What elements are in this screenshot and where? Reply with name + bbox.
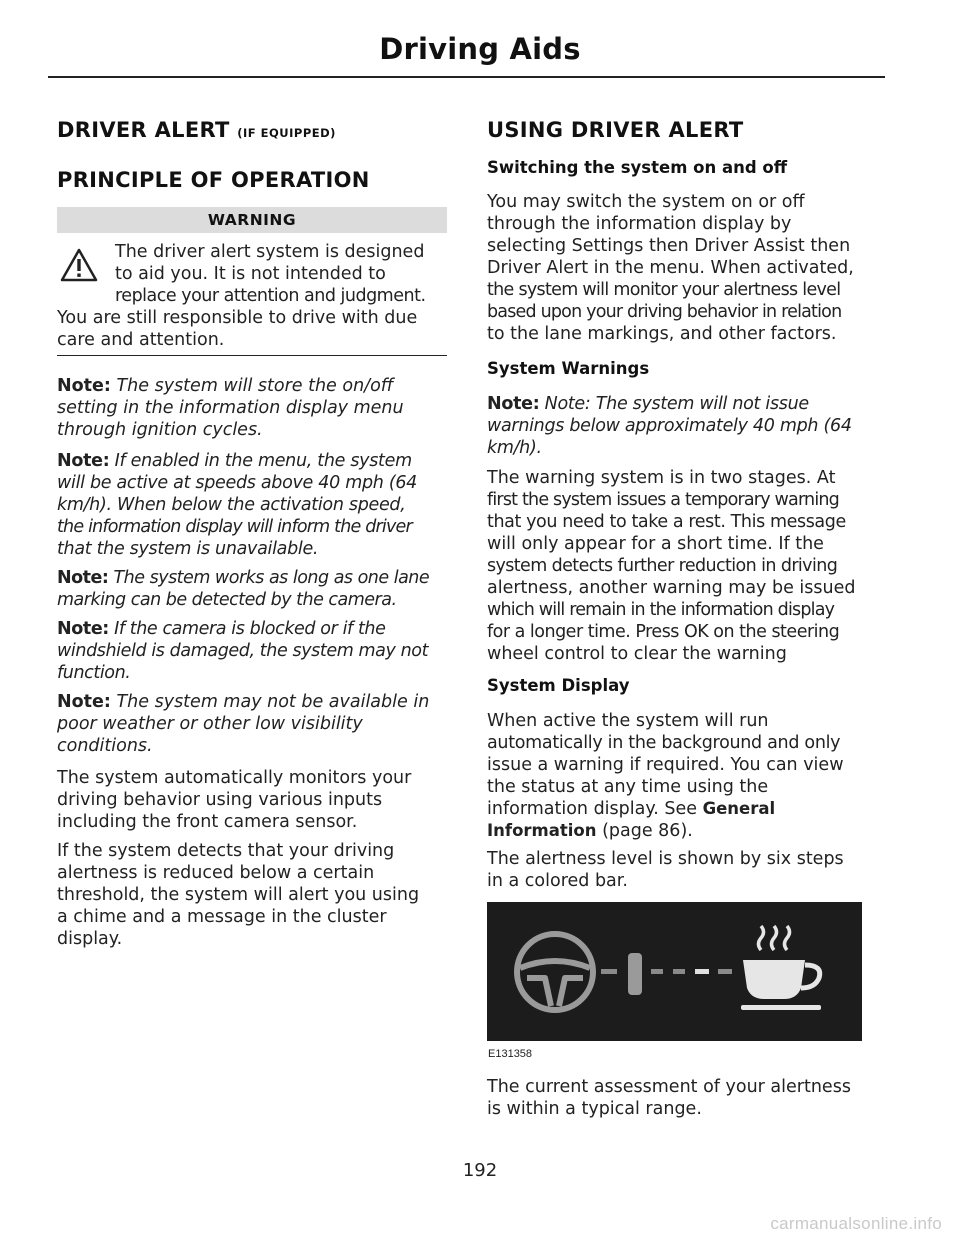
note-label: Note: bbox=[57, 376, 111, 396]
page-number: 192 bbox=[462, 1160, 498, 1181]
note-4 bbox=[57, 618, 449, 684]
alertness-level-bar bbox=[601, 953, 732, 995]
para-line: display. bbox=[57, 929, 123, 949]
note-label: Note: bbox=[57, 619, 109, 639]
warning-text-line-1: The driver alert system is designed bbox=[115, 242, 425, 262]
note-line: through ignition cycles. bbox=[57, 420, 263, 440]
para-line: through the information display by bbox=[487, 214, 792, 234]
para-line: When active the system will run bbox=[487, 711, 769, 731]
system-display-subheading: System Display bbox=[487, 676, 630, 695]
para-line: wheel control to clear the warning bbox=[487, 644, 787, 664]
driver-alert-heading-text: DRIVER ALERT bbox=[57, 118, 230, 142]
note-line: warnings below approximately 40 mph (64 bbox=[487, 416, 852, 436]
note-label: Note: bbox=[57, 568, 109, 588]
para-line: The current assessment of your alertness bbox=[487, 1077, 851, 1097]
note-label: Note: bbox=[57, 692, 111, 712]
para-line: in a colored bar. bbox=[487, 871, 628, 891]
para-line: is within a typical range. bbox=[487, 1099, 702, 1119]
para-line: The alertness level is shown by six steps bbox=[487, 849, 844, 869]
para-line: the status at any time using the bbox=[487, 777, 769, 797]
para-line: If the system detects that your driving bbox=[57, 841, 395, 861]
note-line: poor weather or other low visibility bbox=[57, 714, 363, 734]
para-line: that you need to take a rest. This message bbox=[487, 512, 846, 532]
para-line: a chime and a message in the cluster bbox=[57, 907, 387, 927]
monitor-paragraph bbox=[57, 767, 411, 833]
alertness-level-paragraph bbox=[487, 848, 844, 892]
coffee-cup-icon bbox=[741, 926, 821, 1010]
para-line: threshold, the system will alert you using bbox=[57, 885, 420, 905]
note-label: Note: bbox=[487, 394, 540, 414]
para-line: information display. See bbox=[487, 799, 697, 819]
warning-text-line-3: replace your attention and judgment. bbox=[115, 286, 426, 306]
header-rule bbox=[48, 76, 885, 78]
note-line: conditions. bbox=[57, 736, 153, 756]
principle-heading: PRINCIPLE OF OPERATION bbox=[57, 168, 370, 192]
note-line: The system will store the on/off bbox=[116, 376, 394, 396]
para-line: including the front camera sensor. bbox=[57, 812, 358, 832]
driver-alert-display-figure bbox=[487, 902, 862, 1041]
note-label: Note: bbox=[57, 451, 110, 471]
note-2 bbox=[57, 450, 449, 560]
note-line: km/h). bbox=[487, 438, 542, 458]
switching-subheading: Switching the system on and off bbox=[487, 158, 788, 177]
driver-alert-heading bbox=[57, 118, 336, 142]
page-section-title: Driving Aids bbox=[379, 32, 581, 66]
para-line: based upon your driving behavior in relation bbox=[487, 302, 842, 322]
note-line: The system works as long as one lane bbox=[113, 568, 430, 588]
note-3 bbox=[57, 567, 449, 611]
note-line: km/h). When below the activation speed, bbox=[57, 495, 406, 515]
note-line: If the camera is blocked or if the bbox=[114, 619, 386, 639]
general-information-link-2[interactable]: Information bbox=[487, 821, 597, 840]
para-line: issue a warning if required. You can view bbox=[487, 755, 844, 775]
system-warnings-subheading: System Warnings bbox=[487, 359, 650, 378]
note-line: the information display will inform the driver bbox=[57, 517, 412, 537]
note-line: that the system is unavailable. bbox=[57, 539, 319, 559]
using-driver-alert-heading: USING DRIVER ALERT bbox=[487, 118, 744, 142]
para-line: the system will monitor your alertness level bbox=[487, 280, 841, 300]
note-line: setting in the information display menu bbox=[57, 398, 404, 418]
steering-wheel-icon bbox=[517, 934, 593, 1010]
general-information-link[interactable]: General bbox=[702, 799, 776, 818]
para-line: The warning system is in two stages. At bbox=[487, 468, 836, 488]
page-reference: (page 86). bbox=[602, 821, 693, 841]
para-line: to the lane markings, and other factors. bbox=[487, 324, 837, 344]
warning-rule bbox=[57, 355, 447, 356]
para-line: for a longer time. Press OK on the steering bbox=[487, 622, 840, 642]
warning-text-line-5: care and attention. bbox=[57, 330, 225, 350]
if-equipped-label: (IF EQUIPPED) bbox=[237, 126, 336, 140]
para-line: selecting Settings then Driver Assist then bbox=[487, 236, 851, 256]
warning-text-line-2: to aid you. It is not intended to bbox=[115, 264, 386, 284]
para-line: driving behavior using various inputs bbox=[57, 790, 383, 810]
para-line: automatically in the background and only bbox=[487, 733, 841, 753]
note-line: Note: The system will not issue bbox=[544, 394, 809, 414]
para-line: first the system issues a temporary warning bbox=[487, 490, 839, 510]
warning-triangle-icon bbox=[59, 247, 99, 283]
switching-paragraph bbox=[487, 191, 854, 345]
warning-text-line-4: You are still responsible to drive with due bbox=[57, 308, 418, 328]
para-line: system detects further reduction in driving bbox=[487, 556, 838, 576]
note-line: The system may not be available in bbox=[116, 692, 430, 712]
assessment-paragraph bbox=[487, 1076, 851, 1120]
warning-banner: WARNING bbox=[57, 207, 447, 233]
note-line: function. bbox=[57, 663, 131, 683]
para-line: alertness is reduced below a certain bbox=[57, 863, 375, 883]
threshold-paragraph bbox=[57, 840, 419, 950]
para-line: The system automatically monitors your bbox=[57, 768, 412, 788]
note-line: marking can be detected by the camera. bbox=[57, 590, 397, 610]
note-line: windshield is damaged, the system may not bbox=[57, 641, 429, 661]
two-stages-paragraph bbox=[487, 467, 855, 665]
para-line: Driver Alert in the menu. When activated, bbox=[487, 258, 854, 278]
para-line: which will remain in the information display bbox=[487, 600, 835, 620]
note-line: will be active at speeds above 40 mph (64 bbox=[57, 473, 418, 493]
alertness-bar-graphic bbox=[487, 902, 862, 1041]
para-line: alertness, another warning may be issued bbox=[487, 578, 856, 598]
system-display-paragraph bbox=[487, 710, 844, 842]
note-line: If enabled in the menu, the system bbox=[114, 451, 412, 471]
watermark: carmanualsonline.info bbox=[770, 1214, 942, 1233]
para-line: You may switch the system on or off bbox=[487, 192, 805, 212]
warnings-note bbox=[487, 393, 882, 459]
para-line: will only appear for a short time. If the bbox=[487, 534, 824, 554]
figure-caption: E131358 bbox=[488, 1048, 533, 1060]
note-5 bbox=[57, 691, 449, 757]
note-1 bbox=[57, 375, 449, 441]
